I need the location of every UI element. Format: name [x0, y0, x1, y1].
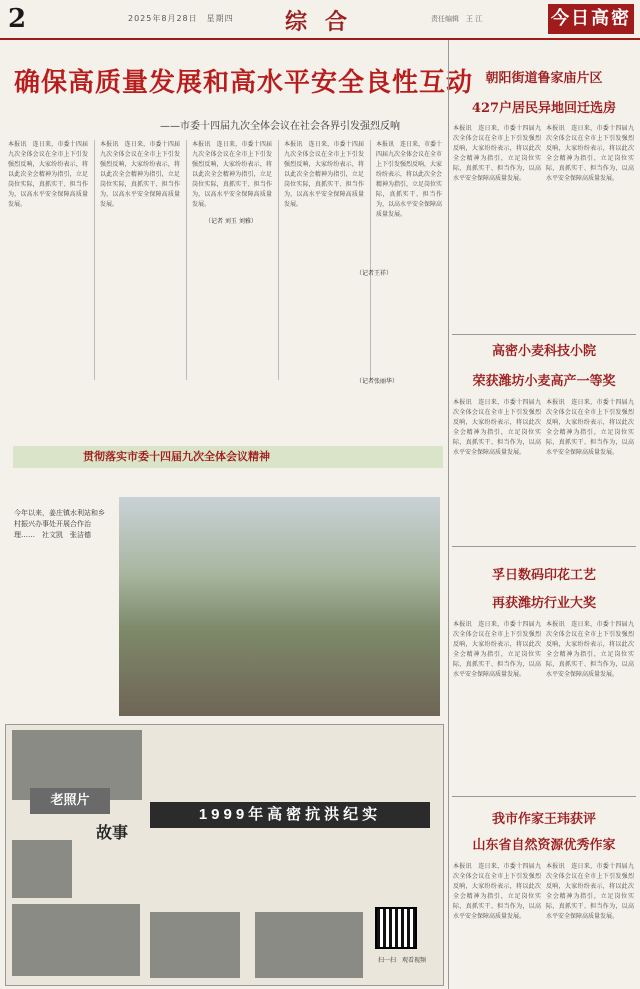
story-label: 故事	[96, 823, 129, 842]
newspaper-logo: 今日高密	[548, 4, 634, 34]
column-divider	[278, 140, 279, 380]
right-headline-4a: 我市作家王玮获评	[491, 812, 596, 827]
qr-label: 扫一扫 观看视频	[378, 957, 427, 964]
section-band-title: 贯彻落实市委十四届九次全体会议精神	[13, 446, 443, 468]
right-headline-4b: 山东省自然资源优秀作家	[472, 838, 616, 853]
right-article-3-col-1: 本报讯 连日来，市委十四届九次全体会议在全市上下引发强烈反响，大家纷纷表示，将以此次全会精神为指引，立足岗位实际，真抓实干、担当作为，以高水平安全保障高质量发展。	[453, 621, 541, 678]
lead-column-4: 本报讯 连日来，市委十四届九次全体会议在全市上下引发强烈反响，大家纷纷表示，将以此次全会精神为指引，立足岗位实际，真抓实干、担当作为，以高水平安全保障高质量发展。	[284, 141, 364, 208]
right-headline-2b: 荣获潍坊小麦高产一等奖	[472, 374, 616, 389]
right-article-2-col-1: 本报讯 连日来，市委十四届九次全体会议在全市上下引发强烈反响，大家纷纷表示，将以此次全会精神为指引，立足岗位实际，真抓实干、担当作为，以高水平安全保障高质量发展。	[453, 399, 541, 456]
lead-headline: 确保高质量发展和高水平安全良性互动	[14, 67, 474, 97]
right-headline-1b: 427户居民异地回迁选房	[471, 101, 617, 116]
lead-byline-1: （记者 刘玉 刘雅）	[205, 218, 257, 225]
right-article-2-col-2: 本报讯 连日来，市委十四届九次全体会议在全市上下引发强烈反响，大家纷纷表示，将以此次全会精神为指引，立足岗位实际，真抓实干、担当作为，以高水平安全保障高质量发展。	[546, 399, 634, 456]
issue-date: 2025年8月28日 星期四	[128, 14, 234, 23]
column-divider	[370, 140, 371, 380]
feature-photo	[150, 912, 240, 978]
right-headline-2a: 高密小麦科技小院	[491, 344, 596, 359]
section-title: 综合	[285, 9, 366, 35]
right-divider	[452, 334, 636, 335]
qr-code[interactable]	[375, 907, 417, 949]
right-article-3-col-2: 本报讯 连日来，市委十四届九次全体会议在全市上下引发强烈反响，大家纷纷表示，将以此次全会精神为指引，立足岗位实际，真抓实干、担当作为，以高水平安全保障高质量发展。	[546, 621, 634, 678]
lead-byline-3: （记者张丽华）	[356, 378, 399, 385]
right-divider	[452, 546, 636, 547]
feature-photo	[255, 912, 363, 978]
column-divider	[186, 140, 187, 380]
right-divider	[452, 796, 636, 797]
lead-byline-2: （记者王祥）	[356, 270, 393, 277]
right-article-1-col-2: 本报讯 连日来，市委十四届九次全体会议在全市上下引发强烈反响，大家纷纷表示，将以此次全会精神为指引，立足岗位实际，真抓实干、担当作为，以高水平安全保障高质量发展。	[546, 125, 634, 182]
lead-column-1: 本报讯 连日来，市委十四届九次全体会议在全市上下引发强烈反响，大家纷纷表示，将以此次全会精神为指引，立足岗位实际，真抓实干、担当作为，以高水平安全保障高质量发展。	[8, 141, 88, 208]
lead-subheadline: ——市委十四届九次全体会议在社会各界引发强烈反响	[160, 121, 400, 132]
editor-credit: 责任编辑 王 江	[431, 15, 483, 23]
feature-photo	[12, 840, 72, 898]
right-article-4-col-2: 本报讯 连日来，市委十四届九次全体会议在全市上下引发强烈反响，大家纷纷表示，将以此次全会精神为指引，立足岗位实际，真抓实干、担当作为，以高水平安全保障高质量发展。	[546, 863, 634, 920]
column-divider	[94, 140, 95, 380]
lead-body	[8, 140, 443, 380]
masthead	[0, 0, 640, 40]
old-photo-tag: 老照片	[30, 788, 110, 814]
page-number: 2	[8, 4, 27, 34]
right-headline-1a: 朝阳街道鲁家庙片区	[485, 71, 603, 86]
lead-column-2: 本报讯 连日来，市委十四届九次全体会议在全市上下引发强烈反响，大家纷纷表示，将以此次全会精神为指引，立足岗位实际，真抓实干、担当作为，以高水平安全保障高质量发展。	[100, 141, 180, 208]
feature-photo	[12, 904, 140, 976]
feature-banner: 1999年高密抗洪纪实	[150, 802, 430, 828]
photo-caption: 今年以来，姜庄镇水利站和乡村振兴办事处开展合作治理…… 社文凯 张洁德	[14, 509, 105, 539]
lead-column-5: 本报讯 连日来，市委十四届九次全体会议在全市上下引发强烈反响，大家纷纷表示，将以此次全会精神为指引，立足岗位实际，真抓实干、担当作为，以高水平安全保障高质量发展。	[376, 141, 442, 218]
news-photo	[119, 497, 440, 716]
right-article-4-col-1: 本报讯 连日来，市委十四届九次全体会议在全市上下引发强烈反响，大家纷纷表示，将以此次全会精神为指引，立足岗位实际，真抓实干、担当作为，以高水平安全保障高质量发展。	[453, 863, 541, 920]
right-headline-3b: 再获潍坊行业大奖	[491, 596, 596, 611]
lead-column-3: 本报讯 连日来，市委十四届九次全体会议在全市上下引发强烈反响，大家纷纷表示，将以此次全会精神为指引，立足岗位实际，真抓实干、担当作为，以高水平安全保障高质量发展。	[192, 141, 272, 208]
right-headline-3a: 孚日数码印花工艺	[491, 568, 596, 583]
right-article-1-col-1: 本报讯 连日来，市委十四届九次全体会议在全市上下引发强烈反响，大家纷纷表示，将以此次全会精神为指引，立足岗位实际，真抓实干、担当作为，以高水平安全保障高质量发展。	[453, 125, 541, 182]
